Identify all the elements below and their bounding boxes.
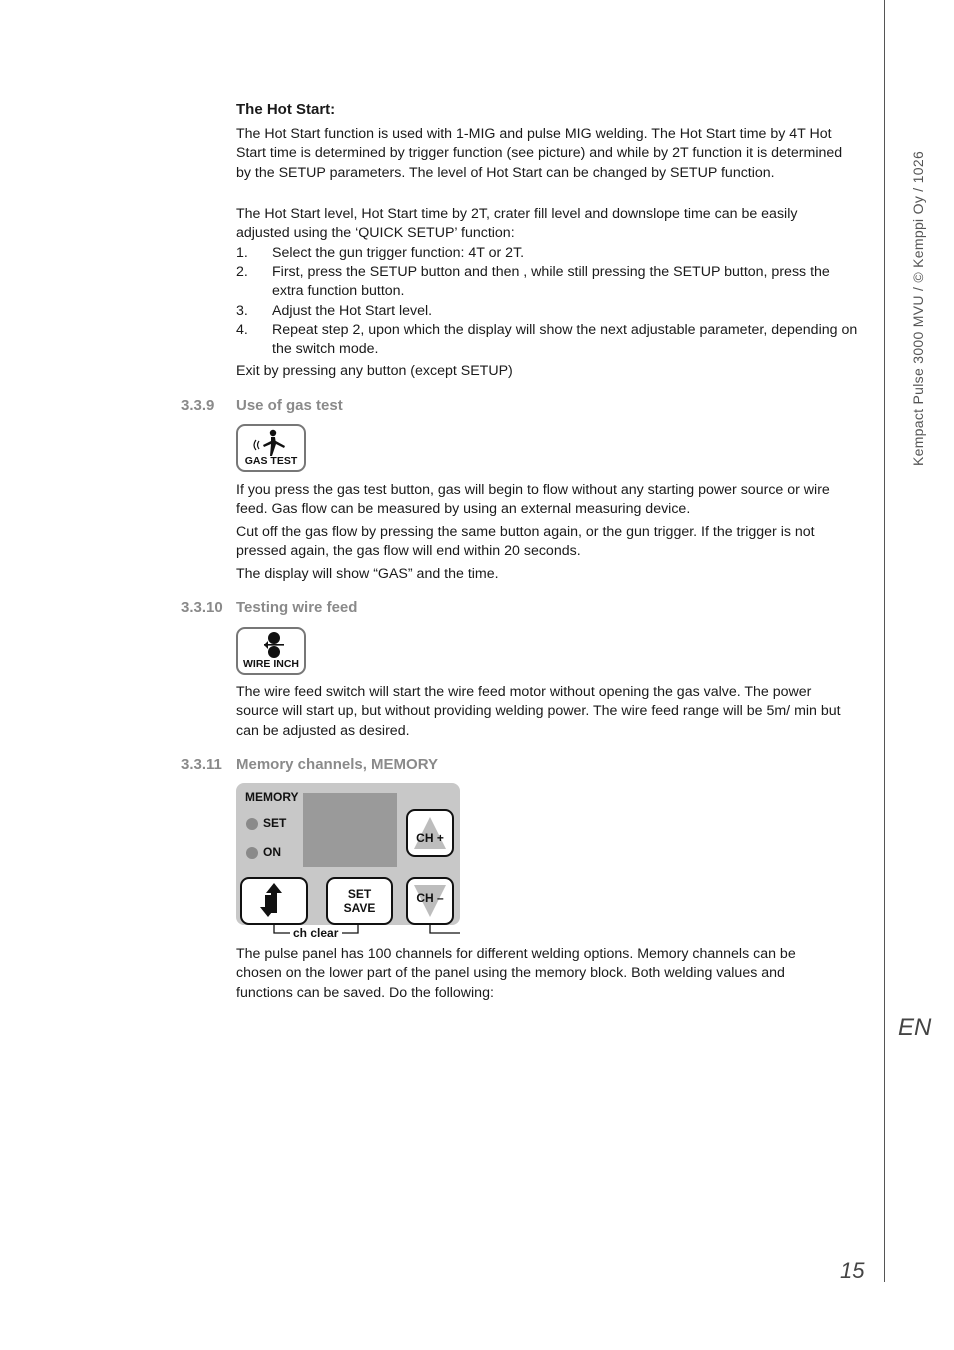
set-label: SET [263, 816, 287, 830]
memory-display [303, 793, 397, 867]
margin-divider [884, 0, 885, 1282]
page-number: 15 [840, 1258, 865, 1283]
section-title-wire-feed: Testing wire feed [236, 599, 358, 616]
gas-test-paragraph-1: If you press the gas test button, gas will begin to flow without any starting power source or wire feed. Gas flow can be measured by using an external measuring device. [236, 482, 830, 518]
memory-paragraph: The pulse panel has 100 channels for different welding options. Memory channels can be chosen on the lower part of the panel using the memory block. Both welding values and functions can be saved. Do the following: [236, 946, 796, 1001]
ch-clear-label: ch clear [293, 926, 339, 940]
step-number: 2. [236, 264, 248, 280]
gas-test-label: GAS TEST [244, 455, 298, 467]
step-text: First, press the SETUP button and then , while still pressing the SETUP button, press the extra function button. [272, 264, 830, 300]
section-number: 3.3.9 [181, 397, 215, 414]
exit-note: Exit by pressing any button (except SETUP) [236, 363, 513, 379]
on-label: ON [263, 845, 281, 859]
gas-test-paragraph-3: The display will show “GAS” and the time. [236, 566, 499, 582]
wire-inch-label: WIRE INCH [243, 658, 299, 670]
wire-feed-paragraph: The wire feed switch will start the wire feed motor without opening the gas valve. The power source will start up, but without providing welding power. The wire feed range will be 5m/ min but can be adjusted as desired. [236, 684, 841, 739]
wire-inch-button [236, 627, 306, 675]
section-title-gas-test: Use of gas test [236, 397, 343, 414]
ch-minus-label: CH – [416, 891, 444, 905]
ch-plus-button [406, 809, 454, 857]
ch-minus-button [406, 877, 454, 925]
on-led [246, 847, 258, 859]
gas-test-icon [238, 427, 304, 457]
gas-test-paragraph-2: Cut off the gas flow by pressing the same button again, or the gun trigger. If the trigger is not pressed again, the gas flow will end within 20 seconds. [236, 524, 815, 560]
step-number: 3. [236, 303, 248, 319]
up-down-arrows-icon [242, 879, 306, 923]
set-save-label-1: SET [347, 887, 372, 901]
section-number: 3.3.10 [181, 599, 223, 616]
step-text: Adjust the Hot Start level. [272, 303, 433, 319]
side-running-text: Kempact Pulse 3000 MVU / © Kemppi Oy / 1026 [910, 150, 926, 466]
gas-test-button [236, 424, 306, 472]
step-text: Select the gun trigger function: 4T or 2T. [272, 245, 525, 261]
section-title-memory: Memory channels, MEMORY [236, 756, 438, 773]
memory-panel-title: MEMORY [245, 790, 299, 804]
hot-start-paragraph-1: The Hot Start function is used with 1-MIG and pulse MIG welding. The Hot Start time by 4T Hot Start time is determined by trigger function (see picture) and while by 2T function it is determined by the SETUP parameters. The level of Hot Start can be changed by SETUP function. [236, 126, 843, 181]
hot-start-heading: The Hot Start: [236, 101, 336, 118]
set-save-button [326, 877, 393, 925]
section-number: 3.3.11 [181, 756, 222, 773]
hot-start-paragraph-2: The Hot Start level, Hot Start time by 2T, crater fill level and downslope time can be easily adjusted using the ‘QUICK SETUP’ function: [236, 206, 798, 242]
language-tag: EN [898, 1014, 932, 1041]
ch-plus-label: CH + [416, 831, 444, 845]
step-text: Repeat step 2, upon which the display will show the next adjustable parameter, depending on the switch mode. [272, 322, 858, 358]
step-number: 4. [236, 322, 248, 338]
wire-inch-icon [238, 630, 304, 660]
set-led [246, 818, 258, 830]
set-save-label-2: SAVE [343, 901, 376, 915]
step-number: 1. [236, 245, 248, 261]
up-down-button [240, 877, 308, 925]
